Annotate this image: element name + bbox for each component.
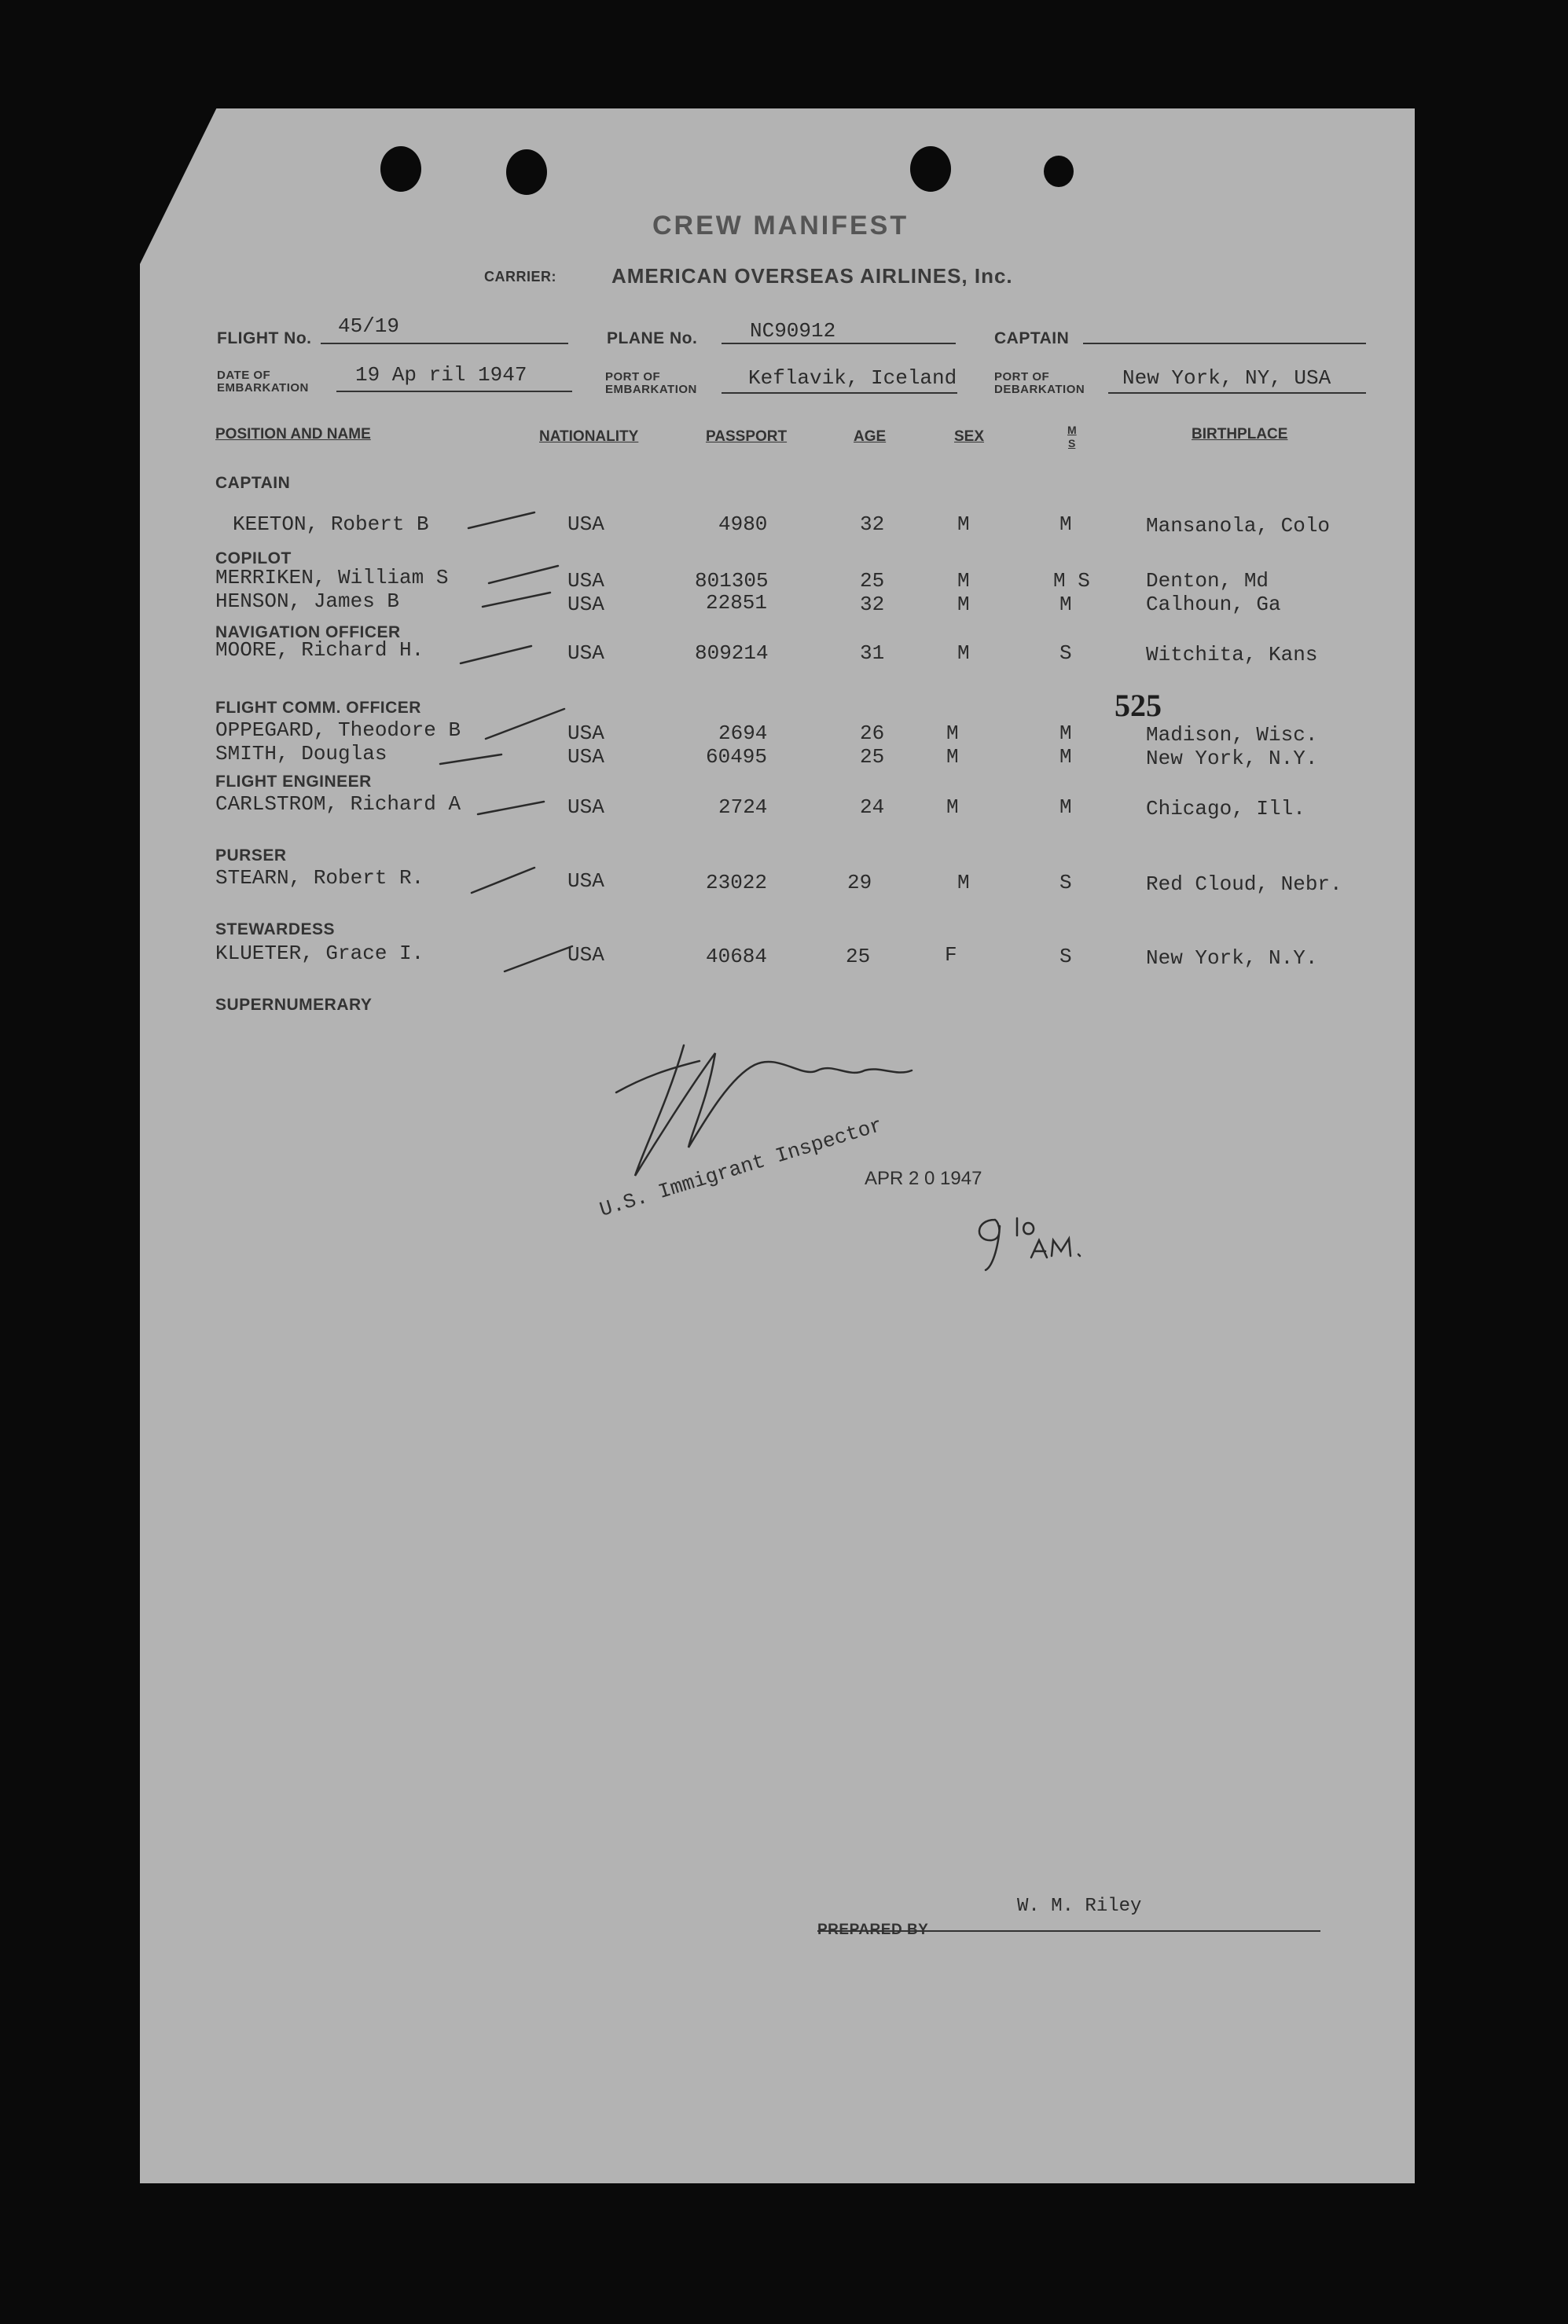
crew-marital: M [1059, 593, 1072, 616]
check-mark [483, 593, 550, 607]
crew-birthplace: Chicago, Ill. [1146, 797, 1305, 821]
crew-passport: 2694 [718, 721, 768, 745]
check-mark [489, 566, 558, 583]
crew-marital: S [1059, 641, 1072, 665]
crew-passport: 40684 [706, 945, 768, 968]
plane-no-label: PLANE No. [607, 329, 698, 347]
port-deb-label-1: PORT OF [994, 370, 1050, 384]
embarkation-date: 19 Ap ril 1947 [355, 363, 527, 387]
crew-birthplace: New York, N.Y. [1146, 747, 1318, 770]
crew-nationality: USA [567, 869, 604, 893]
crew-passport: 23022 [706, 871, 768, 894]
flight-no-value: 45/19 [338, 314, 400, 338]
check-mark [440, 754, 501, 764]
crew-marital: M [1059, 795, 1072, 819]
crew-marital: M [1059, 512, 1072, 536]
crew-name: KEETON, Robert B [233, 512, 429, 536]
handwritten-nine [979, 1220, 1000, 1270]
crew-sex: M [946, 795, 959, 819]
section-captain: CAPTAIN [215, 474, 291, 492]
crew-age: 24 [860, 795, 885, 819]
crew-name: CARLSTROM, Richard A [215, 792, 461, 816]
col-nationality: NATIONALITY [539, 428, 639, 445]
col-ms-1: M [1067, 424, 1077, 436]
page-title: CREW MANIFEST [652, 211, 909, 240]
stamp-date: APR 2 0 1947 [865, 1168, 982, 1189]
crew-marital: S [1059, 945, 1072, 968]
col-birthplace: BIRTHPLACE [1192, 426, 1288, 442]
plane-no-value: NC90912 [750, 319, 836, 343]
crew-passport: 2724 [718, 795, 768, 819]
crew-sex: M [957, 641, 970, 665]
col-ms-2: S [1068, 437, 1076, 450]
crew-age: 25 [860, 745, 885, 769]
section-comm: FLIGHT COMM. OFFICER [215, 699, 421, 717]
section-navigation: NAVIGATION OFFICER [215, 623, 401, 641]
section-engineer: FLIGHT ENGINEER [215, 773, 372, 791]
check-mark [468, 512, 534, 528]
section-supernumerary: SUPERNUMERARY [215, 996, 373, 1014]
crew-sex: M [946, 745, 959, 769]
crew-sex: M [957, 512, 970, 536]
crew-birthplace: New York, N.Y. [1146, 946, 1318, 970]
crew-sex: F [945, 943, 957, 967]
crew-age: 26 [860, 721, 885, 745]
annotation-number: 525 [1114, 688, 1162, 723]
crew-passport: 4980 [718, 512, 768, 536]
crew-age: 31 [860, 641, 885, 665]
port-embarkation: Keflavik, Iceland [748, 366, 957, 390]
prepared-by-label: PREPARED BY [817, 1922, 929, 1938]
handwritten-am [1031, 1239, 1080, 1257]
crew-passport: 809214 [695, 641, 769, 665]
crew-passport: 22851 [706, 591, 768, 615]
crew-birthplace: Denton, Md [1146, 569, 1269, 593]
crew-name: SMITH, Douglas [215, 742, 387, 765]
col-sex: SEX [954, 428, 985, 445]
handwritten-time [989, 1289, 992, 1290]
crew-sex: M [946, 721, 959, 745]
crew-age: 29 [847, 871, 872, 894]
crew-marital: M [1059, 721, 1072, 745]
carrier-label: CARRIER: [484, 269, 556, 285]
crew-age: 32 [860, 512, 885, 536]
date-label-2: EMBARKATION [217, 381, 309, 395]
crew-name: OPPEGARD, Theodore B [215, 718, 461, 742]
crew-nationality: USA [567, 593, 604, 616]
check-mark [505, 946, 572, 971]
crew-nationality: USA [567, 569, 604, 593]
crew-marital: S [1059, 871, 1072, 894]
port-debarkation: New York, NY, USA [1122, 366, 1331, 390]
crew-name: MOORE, Richard H. [215, 638, 424, 662]
crew-sex: M [957, 871, 970, 894]
crew-nationality: USA [567, 641, 604, 665]
captain-label: CAPTAIN [994, 329, 1070, 347]
handwritten-ten [1017, 1218, 1034, 1235]
crew-passport: 801305 [695, 569, 769, 593]
check-mark [478, 802, 544, 814]
check-mark [461, 646, 531, 663]
crew-sex: M [957, 569, 970, 593]
crew-nationality: USA [567, 721, 604, 745]
crew-birthplace: Madison, Wisc. [1146, 723, 1318, 747]
crew-marital: M [1059, 745, 1072, 769]
crew-age: 32 [860, 593, 885, 616]
crew-name: KLUETER, Grace I. [215, 942, 424, 965]
col-passport: PASSPORT [706, 428, 788, 445]
crew-marital: M S [1053, 569, 1090, 593]
crew-nationality: USA [567, 795, 604, 819]
check-mark [472, 868, 534, 893]
crew-sex: M [957, 593, 970, 616]
crew-birthplace: Mansanola, Colo [1146, 514, 1331, 538]
crew-name: MERRIKEN, William S [215, 566, 449, 589]
col-position: POSITION AND NAME [215, 426, 371, 442]
crew-birthplace: Red Cloud, Nebr. [1146, 872, 1342, 896]
crew-nationality: USA [567, 512, 604, 536]
crew-birthplace: Calhoun, Ga [1146, 593, 1281, 616]
carrier-value: AMERICAN OVERSEAS AIRLINES, Inc. [611, 264, 1013, 288]
crew-age: 25 [846, 945, 871, 968]
crew-name: STEARN, Robert R. [215, 866, 424, 890]
check-mark [486, 709, 564, 739]
port-emb-label-2: EMBARKATION [605, 383, 697, 396]
col-age: AGE [854, 428, 887, 445]
section-purser: PURSER [215, 846, 287, 865]
crew-birthplace: Witchita, Kans [1146, 643, 1318, 666]
crew-name: HENSON, James B [215, 589, 400, 613]
port-emb-label-1: PORT OF [605, 370, 661, 384]
crew-nationality: USA [567, 745, 604, 769]
section-copilot: COPILOT [215, 549, 292, 567]
section-stewardess: STEWARDESS [215, 920, 336, 938]
inspector-stamp: U.S. Immigrant Inspector [597, 1113, 886, 1222]
prepared-by-name: W. M. Riley [1017, 1896, 1142, 1917]
crew-age: 25 [860, 569, 885, 593]
port-deb-label-2: DEBARKATION [994, 383, 1085, 396]
flight-no-label: FLIGHT No. [217, 329, 312, 347]
crew-passport: 60495 [706, 745, 768, 769]
crew-nationality: USA [567, 943, 604, 967]
date-label-1: DATE OF [217, 369, 271, 382]
